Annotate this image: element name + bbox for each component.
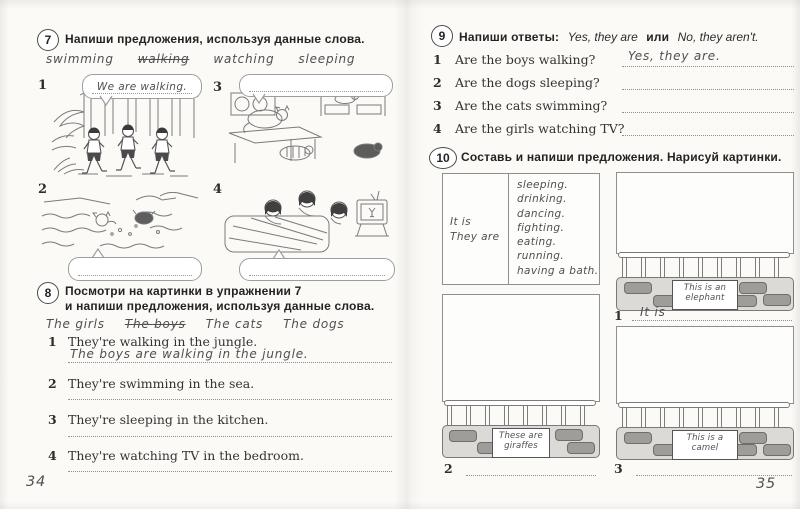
item-number: 1 — [48, 334, 57, 349]
left-edge-shadow — [0, 0, 9, 509]
enclosure-sign — [672, 430, 738, 460]
stone — [739, 282, 767, 294]
picture-3-kitchen — [213, 74, 393, 167]
exercise-8-number-badge: 8 — [37, 282, 59, 304]
verb-options — [509, 174, 599, 284]
answer-line — [68, 362, 392, 363]
item-number: 1 — [433, 52, 442, 67]
item-number: 3 — [48, 412, 57, 427]
exercise-10-title: Составь и напиши предложения. Нарисуй картинки. — [461, 150, 782, 164]
sign-line1: This is an — [683, 283, 727, 293]
answer-line — [622, 66, 794, 67]
picture-2-sea — [38, 180, 206, 280]
answer-line — [68, 436, 392, 437]
answer-line — [632, 320, 792, 321]
item-question: Are the boys walking? — [455, 52, 596, 67]
exercise-9-option2: No, they aren't. — [677, 30, 759, 44]
word-bank-word: swimming — [46, 52, 114, 66]
top-edge-shadow — [0, 0, 800, 9]
verb-option: drinking. — [517, 193, 567, 206]
drawing-box — [442, 294, 600, 402]
exercise-8-title-line1: Посмотри на картинки в упражнении 7 — [65, 284, 302, 298]
picture-4-bedroom — [213, 180, 393, 280]
drawing-box — [616, 172, 794, 254]
fence-wall — [616, 427, 794, 460]
enclosure-sign — [672, 280, 738, 310]
exercise-8-word-bank — [46, 317, 345, 331]
item-number: 3 — [614, 461, 623, 476]
picture-number: 2 — [38, 182, 48, 197]
fence-wall — [442, 425, 600, 458]
item-prompt: They're watching TV in the bedroom. — [68, 448, 304, 463]
subject-option: It is — [450, 215, 471, 228]
sea-scene-illustration — [40, 192, 204, 256]
stone — [449, 430, 477, 442]
verb-option: running. — [517, 250, 565, 263]
stone — [624, 282, 652, 294]
verb-option: having a bath. — [517, 264, 599, 277]
exercise-10-number-badge: 10 — [429, 147, 457, 169]
item-question: Are the dogs sleeping? — [455, 75, 600, 90]
picture-number: 4 — [213, 182, 223, 197]
picture-number: 3 — [213, 80, 223, 95]
word-bank-word: The dogs — [283, 317, 345, 331]
bedroom-scene-illustration — [221, 186, 391, 256]
kitchen-scene-illustration — [225, 90, 391, 166]
fence-bars — [622, 257, 786, 277]
item-question: Are the girls watching TV? — [455, 121, 625, 136]
item-answer-handwriting: It is — [640, 305, 666, 319]
item-number: 4 — [48, 448, 57, 463]
verb-option: dancing. — [517, 207, 566, 220]
answer-line — [622, 112, 794, 113]
exercise-7-word-bank — [46, 52, 355, 66]
bubble-answer-line — [92, 93, 192, 94]
word-bank-word: The cats — [205, 317, 264, 331]
sign-line2: camel — [691, 443, 719, 453]
item-prompt: They're walking in the jungle. — [68, 334, 258, 349]
sign-line1: These are — [499, 431, 543, 441]
item-question: Are the cats swimming? — [455, 98, 608, 113]
item-prompt: They're sleeping in the kitchen. — [68, 412, 269, 427]
page-number-right: 35 — [756, 476, 777, 492]
page-number-left: 34 — [26, 474, 47, 490]
item-number: 2 — [48, 376, 57, 391]
stone — [763, 444, 791, 456]
answer-line — [68, 399, 392, 400]
bubble-answer-line — [249, 91, 383, 92]
sign-line2: elephant — [685, 293, 725, 303]
sentence-builder-box — [442, 173, 600, 285]
item-number: 1 — [614, 308, 623, 323]
exercise-8-title-line2: и напиши предложения, используя данные слова. — [65, 299, 375, 313]
picture-1-jungle — [38, 74, 206, 180]
bottom-edge-shadow — [0, 501, 800, 509]
bubble-answer-line — [78, 275, 192, 276]
answer-line — [622, 135, 794, 136]
item-answer-handwriting: The boys are walking in the jungle. — [70, 347, 309, 361]
stone — [763, 294, 791, 306]
exercise-9-conjunction: или — [646, 30, 670, 44]
stone — [624, 432, 652, 444]
bubble-answer-text: We are walking. — [96, 81, 188, 93]
item-number: 3 — [433, 98, 442, 113]
item-number: 2 — [444, 461, 453, 476]
exercise-9-title — [459, 28, 759, 46]
bubble-answer-line — [249, 275, 385, 276]
exercise-9-option1: Yes, they are — [567, 30, 638, 44]
enclosure-camel — [616, 326, 792, 458]
answer-line — [466, 475, 596, 476]
stone — [739, 432, 767, 444]
fence-bars — [622, 407, 786, 427]
exercise-9-title-prefix: Напиши ответы: — [459, 30, 560, 44]
exercise-7-number-badge: 7 — [37, 29, 59, 51]
enclosure-elephant — [616, 172, 792, 309]
verb-option: sleeping. — [517, 179, 569, 191]
item-number: 4 — [433, 121, 442, 136]
enclosure-sign — [492, 428, 550, 458]
word-bank-word: The girls — [46, 317, 105, 331]
picture-number: 1 — [38, 78, 48, 93]
exercise-7-title: Напиши предложения, используя данные слова. — [65, 32, 365, 46]
fence-bars — [447, 405, 593, 425]
bubble-tail-icon — [98, 95, 114, 106]
verb-option: eating. — [517, 236, 557, 249]
bubble-tail-icon — [251, 93, 267, 104]
stone — [567, 442, 595, 454]
enclosure-giraffes — [442, 294, 598, 456]
answer-line — [68, 471, 392, 472]
word-bank-word-struck: walking — [137, 52, 190, 66]
word-bank-word-struck: The boys — [124, 317, 186, 331]
item-prompt: They're swimming in the sea. — [68, 376, 255, 391]
jungle-scene-illustration — [50, 86, 202, 180]
speech-bubble-2 — [68, 257, 202, 281]
exercise-9-number-badge: 9 — [431, 25, 453, 47]
sign-line2: giraffes — [504, 441, 538, 451]
word-bank-word: sleeping — [298, 52, 356, 66]
stone — [555, 429, 583, 441]
word-bank-word: watching — [213, 52, 275, 66]
speech-bubble-4 — [239, 258, 395, 281]
verb-option: fighting. — [517, 221, 565, 234]
drawing-box — [616, 326, 794, 404]
sign-line1: This is a — [686, 433, 724, 443]
subject-options — [443, 174, 509, 284]
item-answer-handwriting: Yes, they are. — [628, 49, 721, 63]
spine-shadow — [394, 0, 424, 509]
item-number: 2 — [433, 75, 442, 90]
answer-line — [622, 89, 794, 90]
subject-option: They are — [450, 230, 500, 243]
